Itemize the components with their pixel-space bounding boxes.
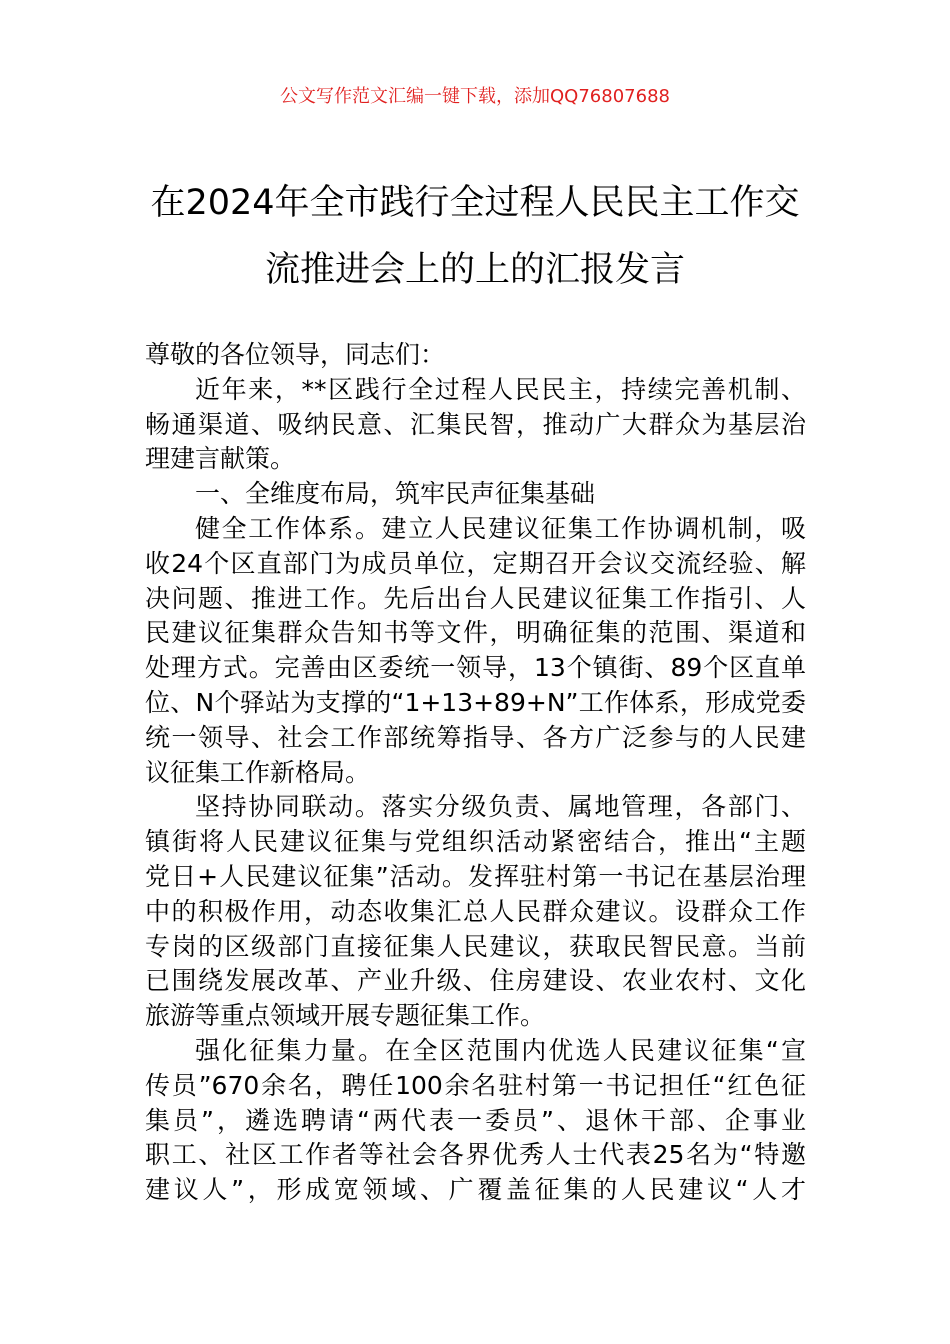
paragraph bbox=[145, 373, 806, 477]
text-line: 建议人”，形成宽领域、广覆盖征集的人民建议“人才 bbox=[145, 1175, 806, 1205]
text-line: 统一领导、社会工作部统筹指导、各方广泛参与的人民建 bbox=[145, 722, 806, 752]
document-title-line-1: 在2024年全市践行全过程人民民主工作交 bbox=[150, 183, 800, 223]
text-line: 强化征集力量。在全区范围内优选人民建议征集“宣 bbox=[195, 1035, 806, 1065]
text-line: 畅通渠道、吸纳民意、汇集民智，推动广大群众为基层治 bbox=[145, 409, 806, 439]
text-line: 专岗的区级部门直接征集人民建议，获取民智民意。当前 bbox=[145, 931, 806, 961]
text-line: 收24个区直部门为成员单位，定期召开会议交流经验、解 bbox=[145, 548, 806, 578]
promo-banner: 公文写作范文汇编一键下载，添加QQ76807688 bbox=[280, 86, 670, 107]
text-line: 镇街将人民建议征集与党组织活动紧密结合，推出“主题 bbox=[145, 827, 806, 857]
text-line: 处理方式。完善由区委统一领导，13个镇街、89个区直单 bbox=[145, 653, 806, 683]
salutation bbox=[145, 338, 806, 373]
text-line: 坚持协同联动。落实分级负责、属地管理，各部门、 bbox=[195, 792, 806, 822]
document-title-line-2: 流推进会上的上的汇报发言 bbox=[264, 250, 685, 290]
document-body bbox=[145, 338, 806, 1208]
text-line: 议征集工作新格局。 bbox=[145, 757, 371, 787]
text-line: 健全工作体系。建立人民建议征集工作协调机制，吸 bbox=[195, 513, 806, 543]
text-line: 党日+人民建议征集”活动。发挥驻村第一书记在基层治理 bbox=[145, 861, 806, 891]
text-line: 集员”，遴选聘请“两代表一委员”、退休干部、企事业 bbox=[145, 1105, 806, 1135]
text-line: 传员”670余名，聘任100余名驻村第一书记担任“红色征 bbox=[145, 1070, 806, 1100]
text-line: 尊敬的各位领导，同志们： bbox=[145, 340, 446, 369]
text-line: 理建言献策。 bbox=[145, 444, 296, 474]
text-line: 已围绕发展改革、产业升级、住房建设、农业农村、文化 bbox=[145, 966, 806, 996]
text-line: 职工、社区工作者等社会各界优秀人士代表25名为“特邀 bbox=[145, 1140, 806, 1170]
text-line: 民建议征集群众告知书等文件，明确征集的范围、渠道和 bbox=[145, 618, 806, 648]
paragraph bbox=[145, 512, 806, 790]
paragraph bbox=[145, 790, 806, 1034]
text-line: 旅游等重点领域开展专题征集工作。 bbox=[145, 1001, 546, 1031]
text-line: 一、全维度布局，筑牢民声征集基础 bbox=[195, 479, 596, 509]
paragraph bbox=[145, 1034, 806, 1208]
text-line: 近年来，**区践行全过程人民民主，持续完善机制、 bbox=[195, 374, 806, 404]
text-line: 中的积极作用，动态收集汇总人民群众建议。设群众工作 bbox=[145, 896, 806, 926]
section-heading bbox=[145, 477, 806, 512]
text-line: 位、N个驿站为支撑的“1+13+89+N”工作体系，形成党委 bbox=[145, 687, 806, 717]
text-line: 决问题、推进工作。先后出台人民建议征集工作指引、人 bbox=[145, 583, 806, 613]
